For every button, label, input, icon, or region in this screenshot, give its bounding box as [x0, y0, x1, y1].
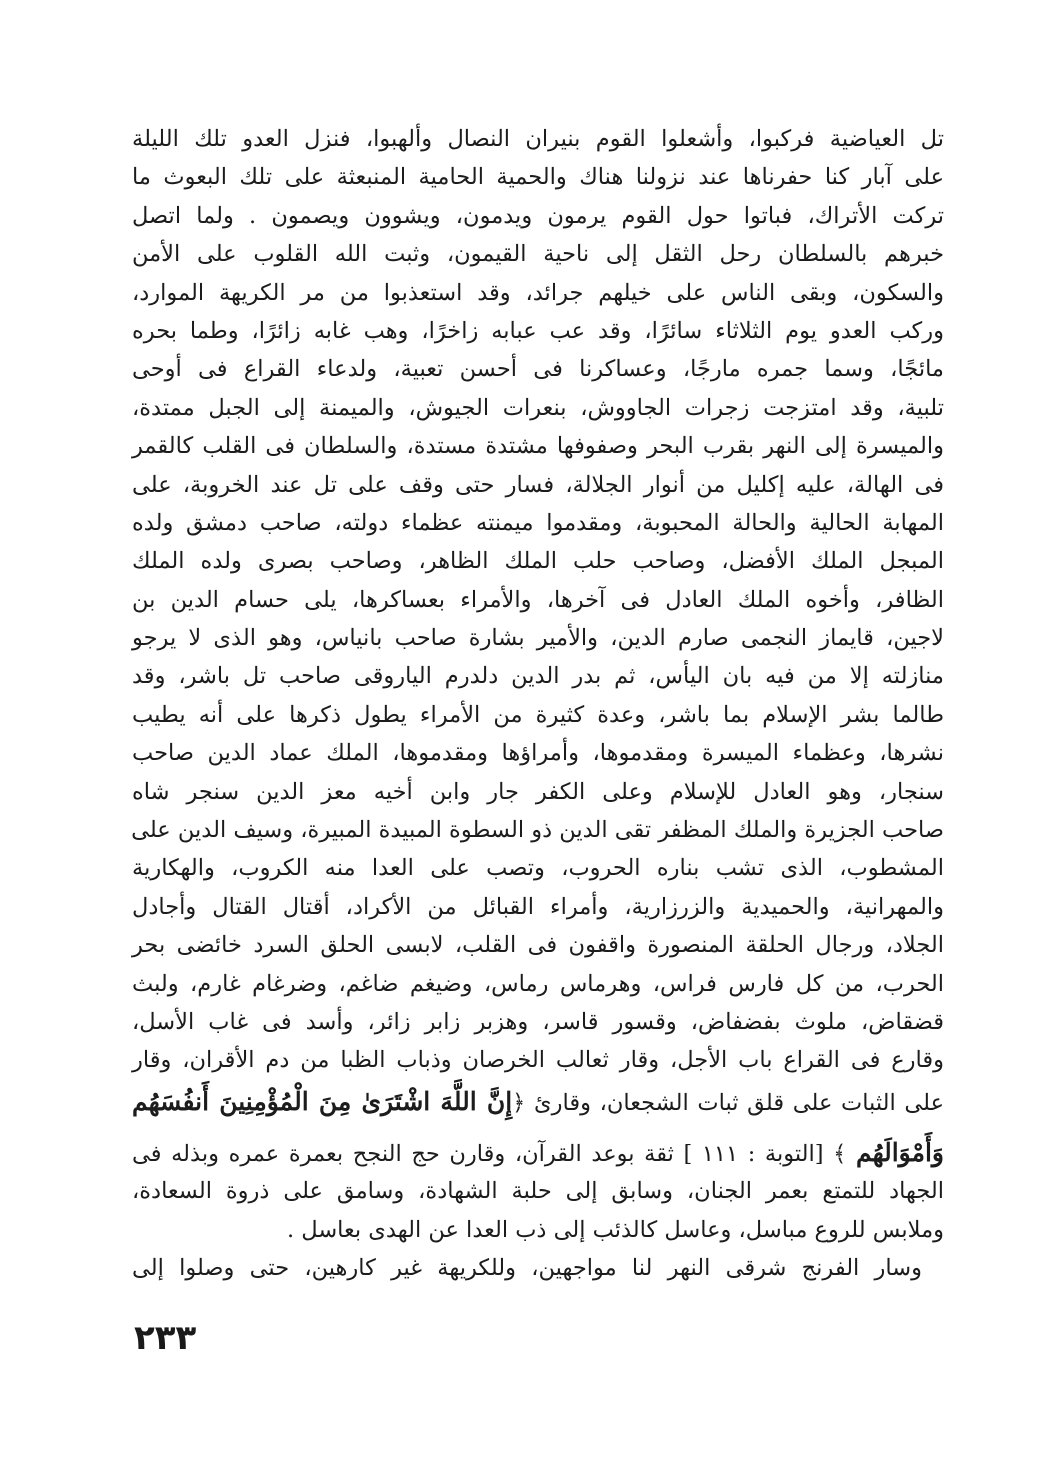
text-line: الظافر، وأخوه الملك العادل فى آخرها، والأمراء بعساكرها، يلى حسام الدين بن	[132, 586, 944, 613]
text-line: نشرها، وعظماء الميسرة ومقدموها، وأمراؤها ومقدموها، الملك عماد الدين صاحب	[132, 740, 944, 767]
text-line: تلبية، وقد امتزجت زجرات الجاووش، بنعرات الجيوش، والميمنة إلى الجبل ممتدة،	[132, 394, 944, 421]
text-line: طالما بشر الإسلام بما باشر، وعدة كثيرة من الأمراء يطول ذكرها على أنه يطيب	[132, 701, 944, 728]
quran-verse-continuation: وَأَمْوَالَهُم	[855, 1137, 945, 1167]
text-line: لاجين، قايماز النجمى صارم الدين، والأمير بشارة صاحب بانياس، وهو الذى لا يرجو	[132, 625, 944, 652]
text-line: الجلاد، ورجال الحلقة المنصورة واقفون فى القلب، لابسى الحلق السرد خائضى بحر	[132, 932, 944, 959]
text-line: الجهاد للتمتع بعمر الجنان، وسابق إلى حلبة الشهادة، وسامق على ذروة السعادة،	[132, 1178, 944, 1205]
text-line: تركت الأتراك، فباتوا حول القوم يرمون ويدمون، ويشوون ويصمون . ولما اتصل	[132, 202, 944, 229]
text-line: والمهرانية، والحميدية والزرزارية، وأمراء القبائل من الأكراد، أقتال القتال وأجادل	[132, 893, 944, 920]
text-line: المشطوب، الذى تشب بناره الحروب، وتصب على العدا منه الكروب، والهكارية	[132, 855, 944, 882]
quran-continuation-line	[132, 1134, 944, 1172]
text-line: الحرب، من كل فارس فراس، وهرماس رماس، وضيغم ضاغم، وضرغام غارم، ولبث	[132, 970, 944, 997]
text-line: تل العياضية فركبوا، وأشعلوا القوم بنيران النصال وألهبوا، فنزل العدو تلك الليلة	[132, 126, 944, 152]
text-line: خبرهم بالسلطان رحل الثقل إلى ناحية القيمون، وثبت الله القلوب على الأمن	[132, 241, 944, 268]
text-line: وقارع فى القراع باب الأجل، وقار ثعالب الخرصان وذباب الظبا من دم الأقران، وقار	[132, 1047, 944, 1074]
quran-verse: إِنَّ اللَّهَ اشْتَرَىٰ مِنَ الْمُؤْمِنِينَ أَنفُسَهُم	[132, 1086, 513, 1116]
paragraph-end-line: وملابس للروع مباسل، وعاسل كالذئب إلى ذب العدا عن الهدى بعاسل .	[286, 1216, 944, 1243]
text-line: فى الهالة، عليه إكليل من أنوار الجلالة، فسار حتى وقف على تل عند الخروبة، على	[132, 471, 944, 498]
page-number: ٢٣٣	[134, 1318, 197, 1358]
text-line: المهابة الحالية والحالة المحبوبة، ومقدموا ميمنته عظماء دولته، صاحب دمشق ولده	[132, 509, 944, 536]
text-line: والسكون، وبقى الناس على خيلهم جرائد، وقد استعذبوا من مر الكريهة الموارد،	[132, 279, 944, 306]
new-paragraph-line: وسار الفرنج شرقى النهر لنا مواجهين، وللكريهة غير كارهين، حتى وصلوا إلى	[132, 1254, 922, 1281]
page-body-text	[132, 120, 944, 1287]
verse-citation-text: ﴾ [التوبة : ١١١ ] ثقة بوعد القرآن، وقارن حج النجح بعمرة عمره وبذله فى	[132, 1140, 847, 1167]
text-line: على آبار كنا حفرناها عند نزولنا هناك والحمية الحامية المنبعثة على تلك البعوث ما	[132, 164, 944, 191]
text-line: قضقاض، ملوث بفضفاض، وقسور قاسر، وهزبر زابر زائر، وأسد فى غاب الأسل،	[132, 1008, 944, 1035]
text-line: والميسرة إلى النهر بقرب البحر وصفوفها مشتدة مستدة، والسلطان فى القلب كالقمر	[132, 433, 944, 460]
text-line: صاحب الجزيرة والملك المظفر تقى الدين ذو السطوة المبيدة المبيرة، وسيف الدين على	[131, 817, 944, 844]
quran-quote-line	[132, 1080, 944, 1134]
text-line: منازلته إلا من فيه بان اليأس، ثم بدر الدين دلدرم الياروقى صاحب تل باشر، وقد	[132, 663, 944, 690]
text-line: وركب العدو يوم الثلاثاء سائرًا، وقد عب عبابه زاخرًا، وهب غابه زائرًا، وطما بحره	[132, 317, 944, 344]
text-line: المبجل الملك الأفضل، وصاحب حلب الملك الظاهر، وصاحب بصرى ولده الملك	[132, 548, 944, 575]
quran-line-prefix: على الثبات على قلق ثبات الشجعان، وقارئ ﴿	[512, 1089, 944, 1116]
text-line: مائجًا، وسما جمره مارجًا، وعساكرنا فى أحسن تعبية، ولدعاء القراع فى أوحى	[132, 356, 944, 383]
text-line: سنجار، وهو العادل للإسلام وعلى الكفر جار وابن أخيه معز الدين سنجر شاه	[132, 778, 944, 805]
